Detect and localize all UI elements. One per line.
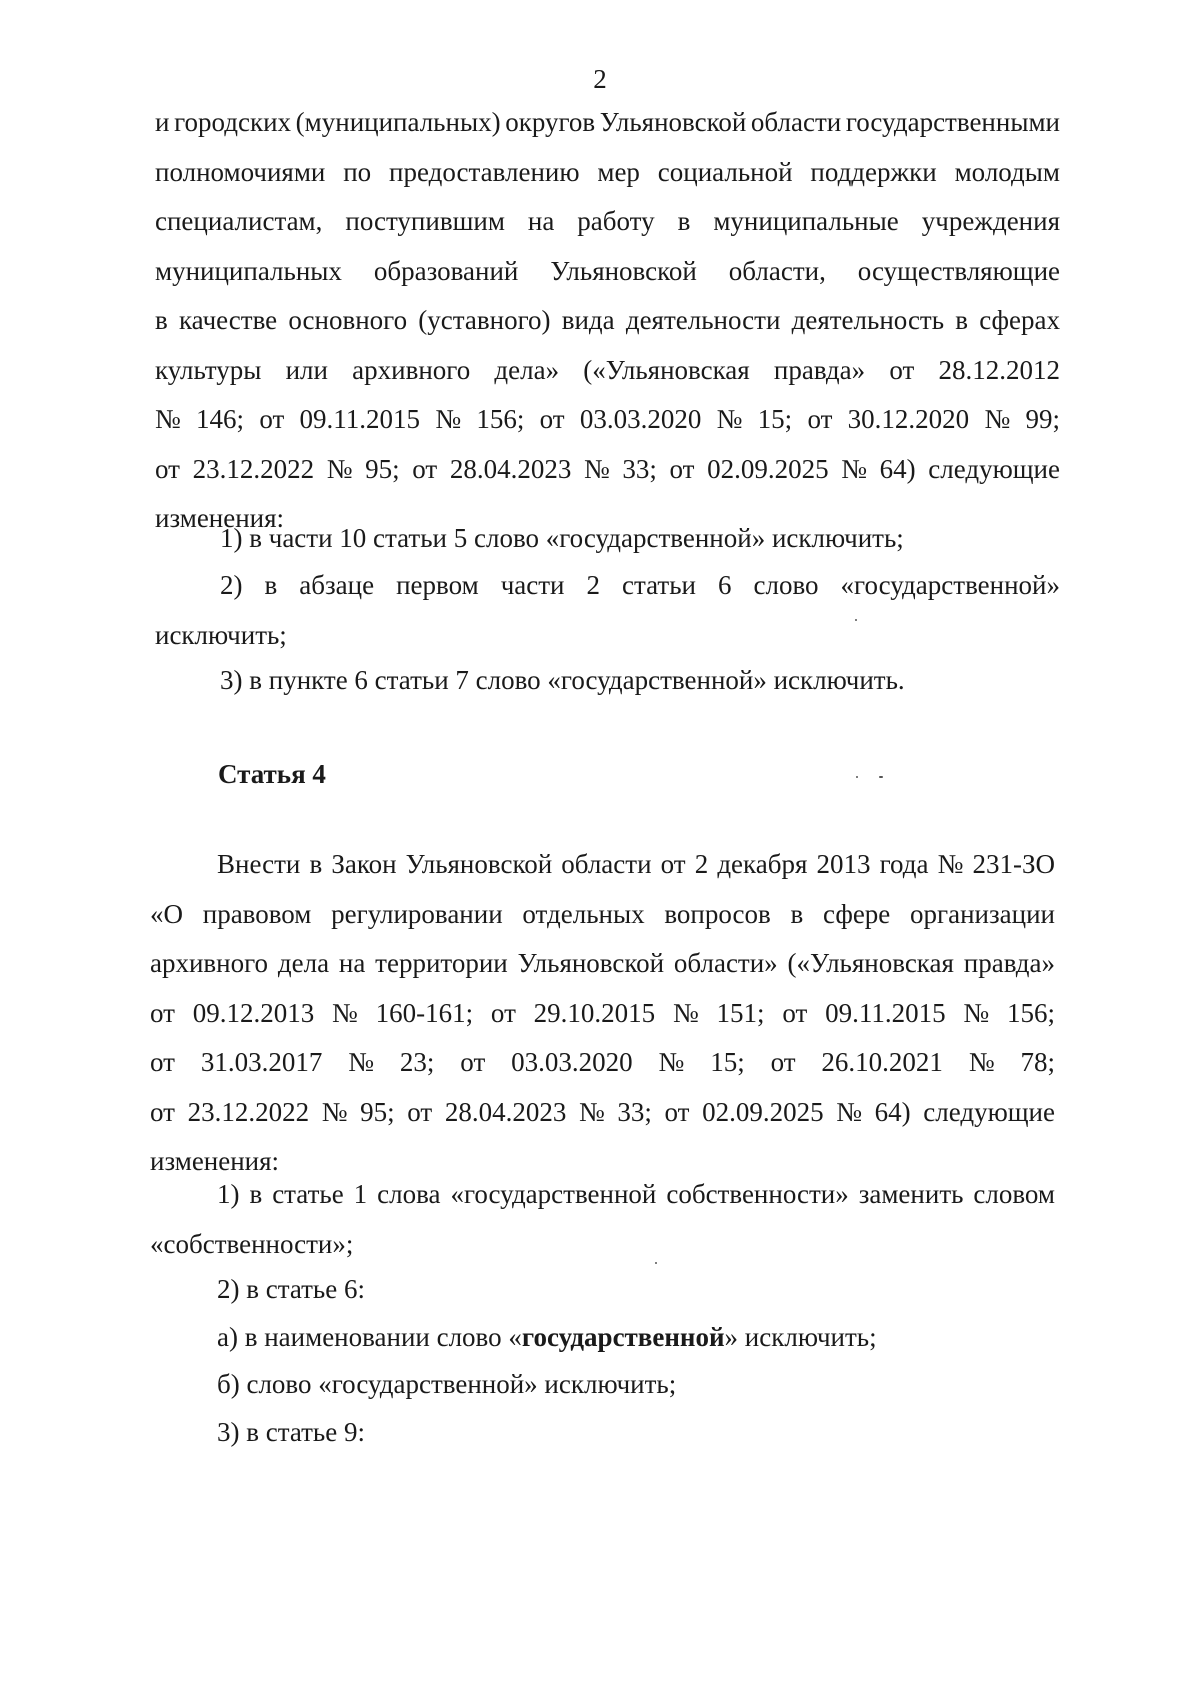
item-text: 2) в статье 6: <box>217 1274 365 1304</box>
paragraph-line: Внести в Закон Ульяновской области от 2 декабря 2013 года № 231-ЗО <box>217 849 1055 879</box>
article-heading: Статья 4 <box>218 759 326 789</box>
item-text: 3) в статье 9: <box>217 1417 365 1447</box>
list-item <box>220 656 1060 706</box>
list-item <box>220 514 1060 564</box>
paragraph-line: от 23.12.2022 № 95; от 28.04.2023 № 33; от 02.09.2025 № 64) следующие <box>150 1096 1055 1127</box>
list-item <box>217 1408 1055 1458</box>
scan-speck <box>655 1262 657 1264</box>
paragraph-line: от 31.03.2017 № 23; от 03.03.2020 № 15; от 26.10.2021 № 78; <box>150 1047 1055 1077</box>
scan-speck <box>855 619 857 621</box>
paragraph-line: архивного дела на территории Ульяновской области» («Ульяновская правда» <box>150 948 1055 978</box>
item-text: «собственности»; <box>150 1228 354 1259</box>
item-text: 1) в статье 1 слова «государственной собственности» заменить словом <box>217 1179 1055 1209</box>
item-text: 1) в части 10 статьи 5 слово «государственной» исключить; <box>220 523 904 553</box>
intro-paragraph <box>155 98 1060 544</box>
scan-speck <box>856 776 858 778</box>
item-text: исключить; <box>155 619 287 650</box>
list-item <box>217 1313 1055 1363</box>
paragraph-line: от 23.12.2022 № 95; от 28.04.2023 № 33; от 02.09.2025 № 64) следующие <box>155 453 1060 484</box>
list-item <box>155 561 1060 660</box>
page-number: 2 <box>593 64 607 94</box>
paragraph-line: специалистам, поступившим на работу в муниципальные учреждения <box>155 206 1060 236</box>
article4-paragraph <box>150 840 1055 1187</box>
paragraph-line: от 09.12.2013 № 160-161; от 29.10.2015 № 151; от 09.11.2015 № 156; <box>150 997 1055 1028</box>
paragraph-line: «О правовом регулировании отдельных вопросов в сфере организации <box>150 898 1055 929</box>
list-item <box>150 1170 1055 1269</box>
item-text-bold: государственной <box>521 1322 725 1352</box>
item-text: б) слово «государственной» исключить; <box>217 1369 677 1399</box>
item-text-suffix: » исключить; <box>724 1322 877 1352</box>
item-text: 2) в абзаце первом части 2 статьи 6 слово «государственной» <box>220 570 1060 600</box>
list-item <box>217 1265 1055 1315</box>
paragraph-line: изменения: <box>155 503 285 533</box>
paragraph-line: полномочиями по предоставлению мер социальной поддержки молодым <box>155 156 1060 187</box>
list-item <box>217 1360 1055 1410</box>
scan-speck <box>879 776 883 778</box>
item-text-prefix: а) в наименовании слово « <box>217 1322 522 1352</box>
item-text <box>217 1313 1055 1363</box>
paragraph-line: культуры или архивного дела» («Ульяновская правда» от 28.12.2012 <box>155 354 1060 385</box>
paragraph-line: муниципальных образований Ульяновской области, осуществляющие <box>155 255 1060 286</box>
paragraph-line: и городских (муниципальных) округов Ульяновской области государственными <box>155 107 1060 137</box>
paragraph-line: в качестве основного (уставного) вида деятельности деятельность в сферах <box>155 305 1060 335</box>
paragraph-line: № 146; от 09.11.2015 № 156; от 03.03.2020 № 15; от 30.12.2020 № 99; <box>155 404 1060 434</box>
paragraph-line: изменения: <box>150 1146 280 1176</box>
item-text: 3) в пункте 6 статьи 7 слово «государственной» исключить. <box>220 665 905 695</box>
